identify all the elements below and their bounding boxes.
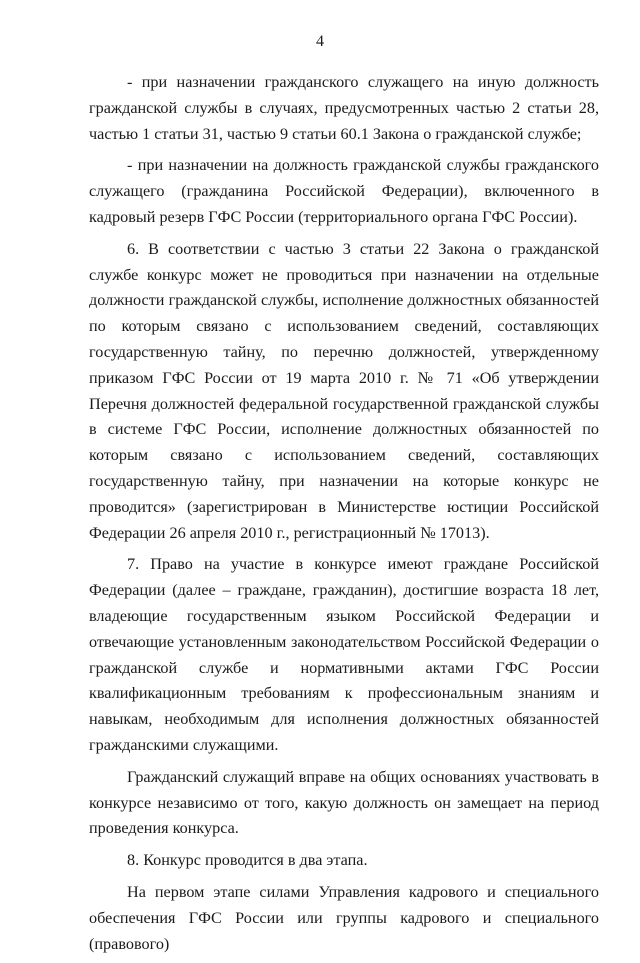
paragraph-item-7-right-to-participate: 7. Право на участие в конкурсе имеют граждане Российской Федерации (далее – граждане, гражданин), достигшие возраста 18 лет, владеющие государственным языком Российской Федерации и отвечающие установленным законодательством Российской Федерации о гражданской службе и нормативными актами ГФС России квалификационным требованиям к профессиональным знаниям и навыкам, необходимым для исполнения должностных обязанностей гражданскими служащими.	[89, 555, 599, 754]
paragraph-first-stage: На первом этапе силами Управления кадрового и специального обеспечения ГФС России или группы кадрового и специального (правового)	[89, 882, 599, 953]
paragraph-appointment-other-position: - при назначении гражданского служащего на иную должность гражданской службы в случаях, предусмотренных частью 2 статьи 28, частью 1 статьи 31, частью 9 статьи 60.1 Закона о гражданской службе;	[89, 73, 599, 143]
paragraph-appointment-from-reserve: - при назначении на должность гражданской службы гражданского служащего (гражданина Российской Федерации), включенного в кадровый резерв ГФС России (территориального органа ГФС России).	[89, 156, 599, 226]
paragraph-item-8-two-stages: 8. Конкурс проводится в два этапа.	[127, 851, 368, 870]
paragraph-item-6-state-secret: 6. В соответствии с частью 3 статьи 22 Закона о гражданской службе конкурс может не проводиться при назначении на отдельные должности гражданской службы, исполнение должностных обязанностей по которым связано с использованием сведений, составляющих государственную тайну, по перечню должностей, утвержденному приказом ГФС России от 19 марта 2010 г. № 71 «Об утверждении Перечня должностей федеральной государственной гражданской службы в системе ГФС России, исполнение должностных обязанностей по которым связано с использованием сведений, составляющих государственную тайну, при назначении на которые конкурс не проводится» (зарегистрирован в Министерстве юстиции Российской Федерации 26 апреля 2010 г., регистрационный № 17013).	[89, 239, 599, 542]
document-body	[89, 70, 599, 963]
paragraph-civil-servant-participation: Гражданский служащий вправе на общих основаниях участвовать в конкурсе независимо от того, какую должность он замещает на период проведения конкурса.	[89, 767, 599, 838]
page-number: 4	[316, 33, 324, 50]
